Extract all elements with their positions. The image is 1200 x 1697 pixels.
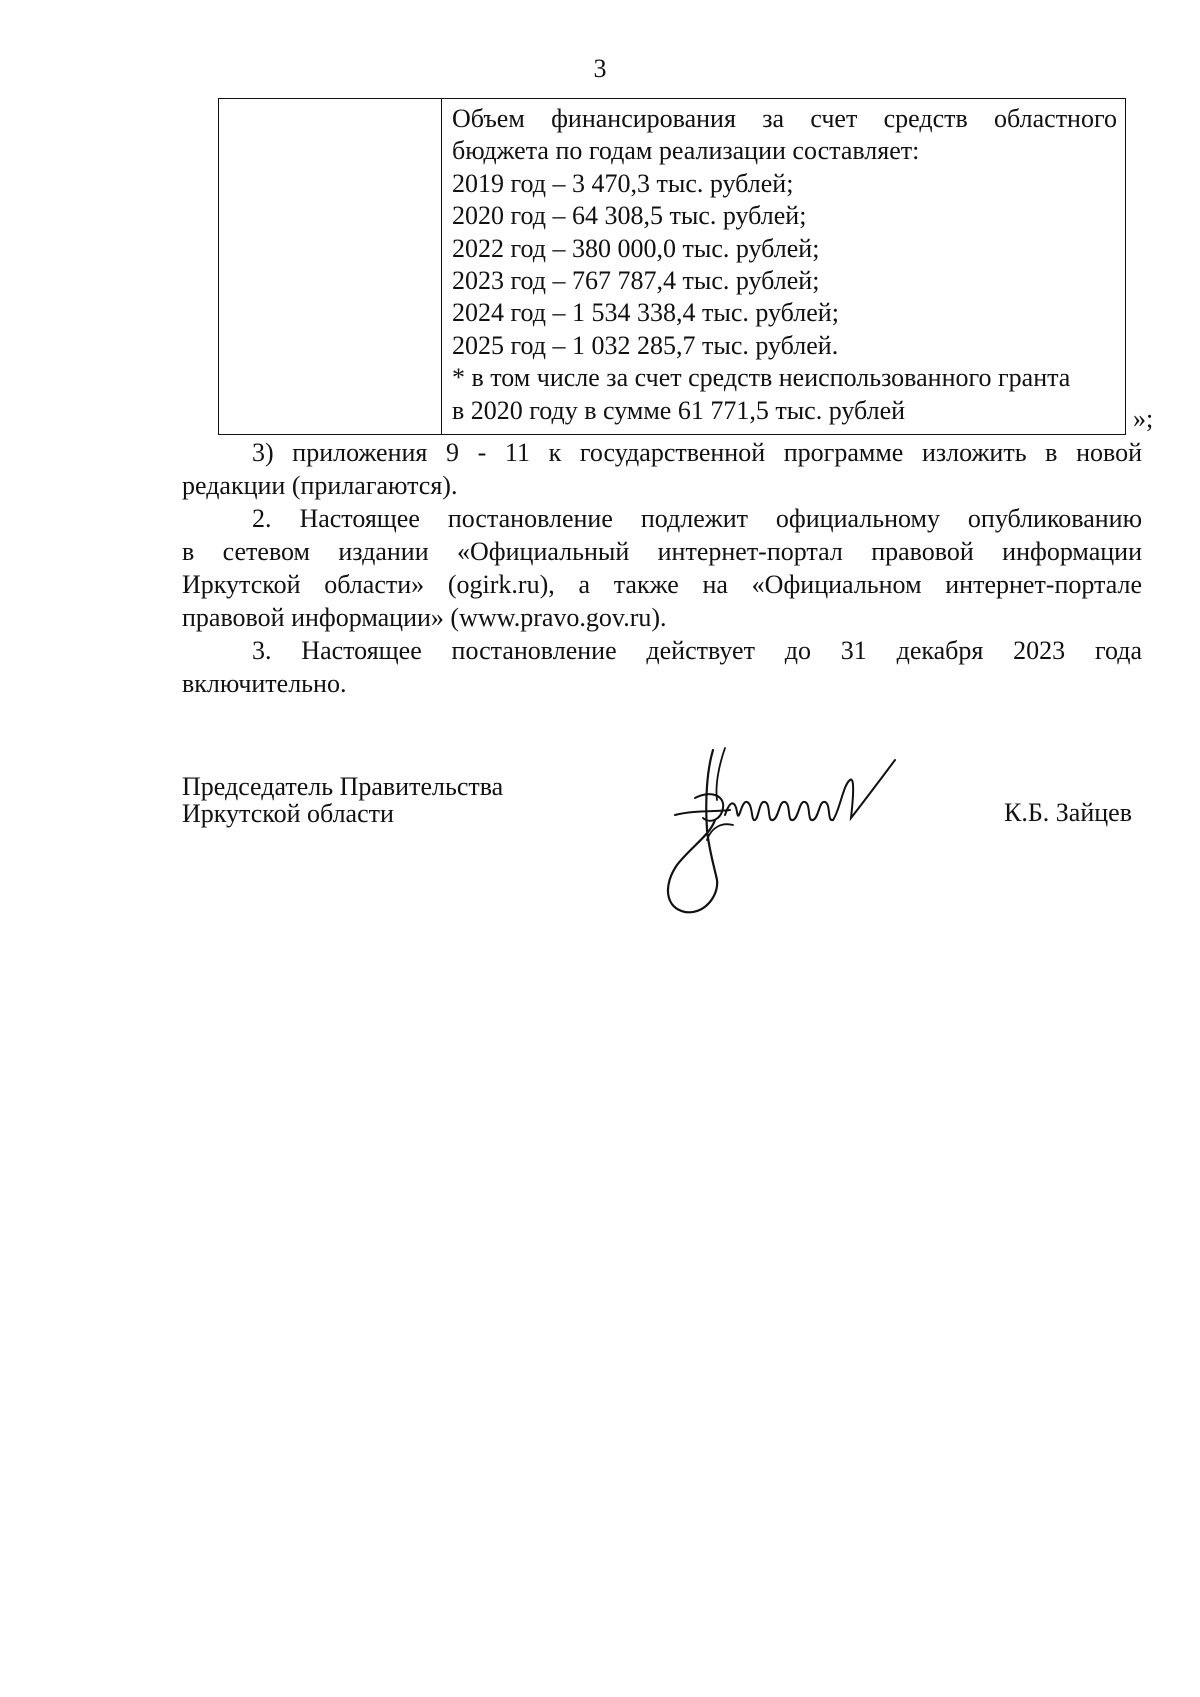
funding-year-2019: 2019 год – 3 470,3 тыс. рублей;: [452, 168, 794, 198]
paragraph-line: правовой информации» (www.pravo.gov.ru).: [182, 603, 667, 632]
funding-intro-line2: бюджета по годам реализации составляет:: [452, 136, 920, 166]
signer-title: [182, 773, 503, 827]
paragraph-line: Иркутской области» (ogirk.ru), а также на «Официальном интернет-портале: [182, 570, 1142, 599]
signer-title-line2: Иркутской области: [182, 799, 394, 828]
funding-footnote-line2: в 2020 году в сумме 61 771,5 тыс. рублей: [452, 395, 906, 425]
funding-table: [218, 98, 1126, 435]
table-empty-cell: [219, 99, 442, 435]
paragraph-line: в сетевом издании «Официальный интернет-портал правовой информации: [182, 537, 1142, 566]
handwritten-signature: [655, 740, 955, 920]
paragraph-line: редакции (прилагаются).: [182, 471, 458, 500]
paragraph-line: 3. Настоящее постановление действует до 31 декабря 2023 года: [252, 636, 1142, 665]
funding-year-2022: 2022 год – 380 000,0 тыс. рублей;: [452, 233, 820, 263]
signer-name: К.Б. Зайцев: [1004, 798, 1132, 827]
funding-cell: [442, 99, 1126, 435]
funding-year-2023: 2023 год – 767 787,4 тыс. рублей;: [452, 266, 820, 296]
paragraph-validity: [182, 634, 1142, 700]
paragraph-publication: [182, 502, 1142, 634]
page-number: 3: [593, 54, 607, 83]
paragraph-line: 3) приложения 9 - 11 к государственной программе изложить в новой: [252, 438, 1142, 467]
funding-year-2024: 2024 год – 1 534 338,4 тыс. рублей;: [452, 298, 839, 328]
funding-year-2025: 2025 год – 1 032 285,7 тыс. рублей.: [452, 330, 839, 360]
signer-title-line1: Председатель Правительства: [182, 772, 504, 801]
paragraph-line: включительно.: [182, 669, 347, 698]
funding-intro-line1: Объем финансирования за счет средств областного: [452, 104, 1117, 133]
paragraph-line: 2. Настоящее постановление подлежит официальному опубликованию: [252, 504, 1142, 533]
funding-year-2020: 2020 год – 64 308,5 тыс. рублей;: [452, 201, 807, 231]
closing-quote: »;: [1133, 404, 1154, 433]
funding-footnote-line1: * в том числе за счет средств неиспользованного гранта: [452, 363, 1071, 393]
paragraph-appendices: [182, 436, 1142, 502]
